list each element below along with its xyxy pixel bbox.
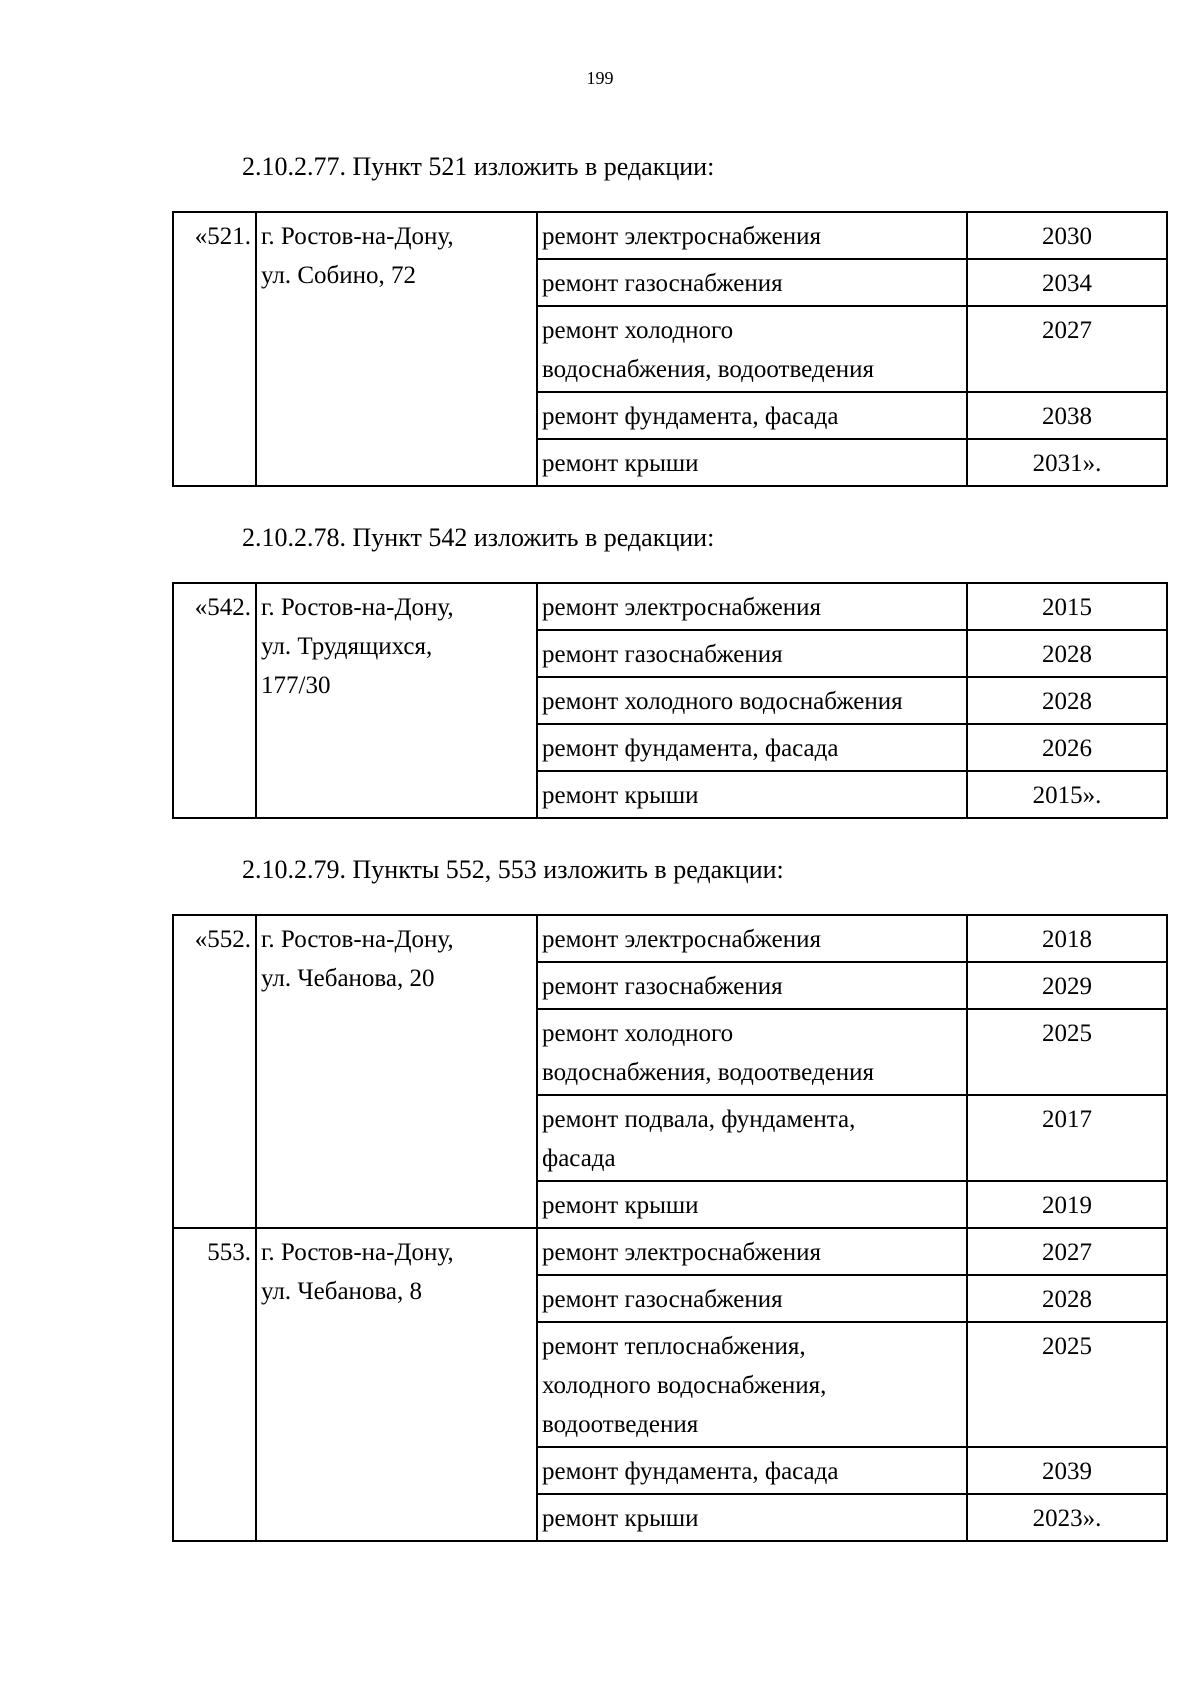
work-year: 2026: [967, 724, 1167, 771]
work-type: ремонт крыши: [537, 439, 967, 486]
work-year: 2031».: [967, 439, 1167, 486]
table-row: [173, 212, 1167, 259]
work-year: 2015: [967, 583, 1167, 630]
table-item-542: [172, 582, 1168, 819]
work-year: 2030: [967, 212, 1167, 259]
work-year: 2019: [967, 1181, 1167, 1228]
work-type: ремонт холодного водоснабжения, водоотведения: [537, 1009, 967, 1095]
table-row: [173, 1228, 1167, 1275]
page-number: 199: [586, 68, 614, 88]
work-year: 2017: [967, 1095, 1167, 1181]
work-year: 2028: [967, 630, 1167, 677]
item-number: «552.: [173, 915, 256, 1228]
work-type: ремонт электроснабжения: [537, 915, 967, 962]
work-type: ремонт теплоснабжения, холодного водоснабжения, водоотведения: [537, 1322, 967, 1447]
work-year: 2027: [967, 1228, 1167, 1275]
work-type: ремонт газоснабжения: [537, 1275, 967, 1322]
item-address: г. Ростов-на-Дону, ул. Трудящихся, 177/30: [256, 583, 537, 818]
table-item-521: [172, 211, 1168, 487]
work-type: ремонт газоснабжения: [537, 259, 967, 306]
work-type: ремонт газоснабжения: [537, 630, 967, 677]
item-number: «542.: [173, 583, 256, 818]
item-address: г. Ростов-на-Дону, ул. Чебанова, 8: [256, 1228, 537, 1541]
work-type: ремонт крыши: [537, 1494, 967, 1541]
work-type: ремонт крыши: [537, 1181, 967, 1228]
work-type: ремонт электроснабжения: [537, 1228, 967, 1275]
work-type: ремонт фундамента, фасада: [537, 1447, 967, 1494]
section-heading-79: 2.10.2.79. Пункты 552, 553 изложить в редакции:: [242, 855, 784, 884]
work-year: 2025: [967, 1009, 1167, 1095]
table-row: [173, 915, 1167, 962]
work-type: ремонт подвала, фундамента, фасада: [537, 1095, 967, 1181]
work-year: 2023».: [967, 1494, 1167, 1541]
work-year: 2028: [967, 1275, 1167, 1322]
work-type: ремонт холодного водоснабжения: [537, 677, 967, 724]
work-year: 2038: [967, 392, 1167, 439]
work-year: 2034: [967, 259, 1167, 306]
work-year: 2025: [967, 1322, 1167, 1447]
work-type: ремонт крыши: [537, 771, 967, 818]
work-type: ремонт фундамента, фасада: [537, 392, 967, 439]
work-year: 2018: [967, 915, 1167, 962]
table-items-552-553: [172, 914, 1168, 1542]
work-year: 2015».: [967, 771, 1167, 818]
table-row: [173, 583, 1167, 630]
item-address: г. Ростов-на-Дону, ул. Собино, 72: [256, 212, 537, 486]
work-year: 2039: [967, 1447, 1167, 1494]
section-heading-78: 2.10.2.78. Пункт 542 изложить в редакции:: [242, 523, 715, 552]
work-type: ремонт фундамента, фасада: [537, 724, 967, 771]
section-heading-77: 2.10.2.77. Пункт 521 изложить в редакции:: [242, 152, 715, 181]
item-number: «521.: [173, 212, 256, 486]
work-year: 2029: [967, 962, 1167, 1009]
work-year: 2028: [967, 677, 1167, 724]
work-type: ремонт электроснабжения: [537, 583, 967, 630]
item-number: 553.: [173, 1228, 256, 1541]
work-type: ремонт газоснабжения: [537, 962, 967, 1009]
work-type: ремонт электроснабжения: [537, 212, 967, 259]
work-year: 2027: [967, 306, 1167, 392]
item-address: г. Ростов-на-Дону, ул. Чебанова, 20: [256, 915, 537, 1228]
work-type: ремонт холодного водоснабжения, водоотведения: [537, 306, 967, 392]
